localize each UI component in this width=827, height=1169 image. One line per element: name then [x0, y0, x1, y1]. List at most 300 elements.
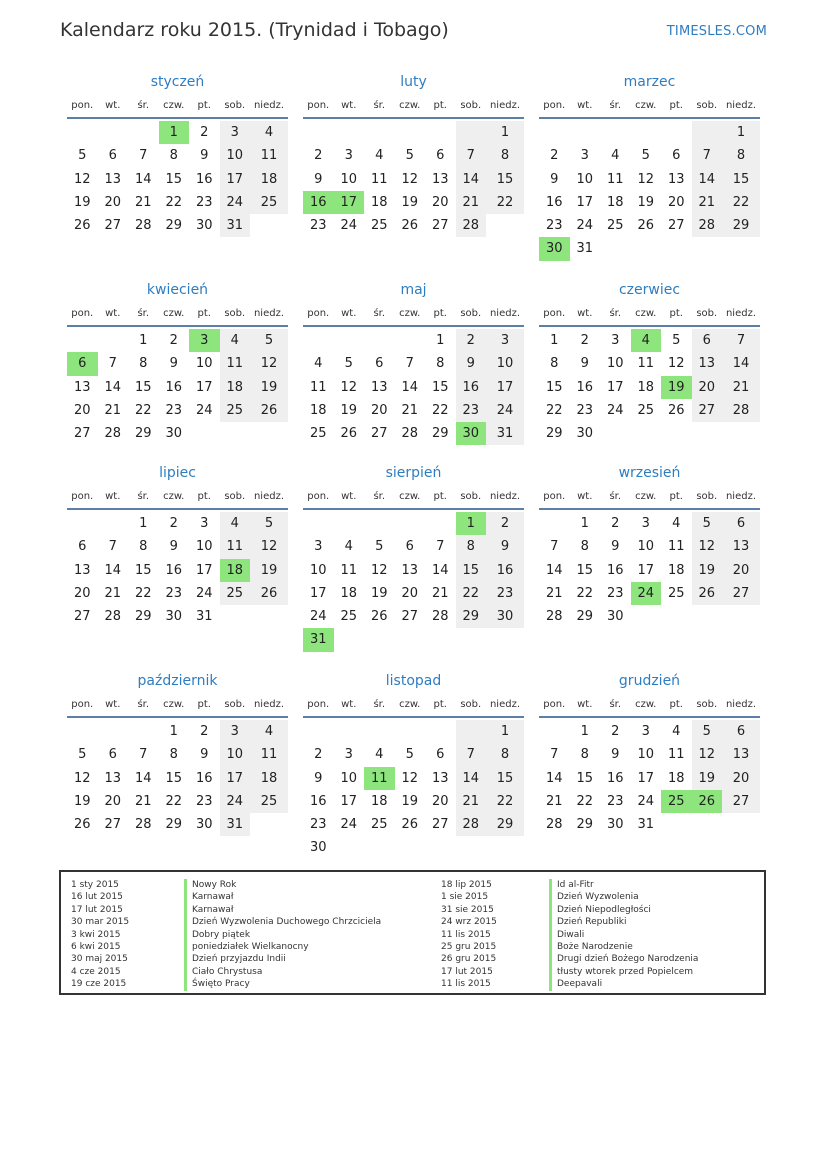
day-cell: 8 [139, 539, 148, 555]
day-cell: 19 [661, 376, 692, 399]
empty-cell [692, 813, 723, 836]
month-7 [303, 463, 524, 652]
day-cell: 25 [637, 402, 655, 418]
weekday-label: czw. [635, 699, 657, 710]
empty-cell [364, 121, 395, 144]
empty-cell [395, 628, 426, 651]
holiday-name: Drugi dzień Bożego Narodzenia [549, 953, 698, 965]
day-cell: 28 [134, 817, 152, 833]
day-cell: 18 [637, 379, 655, 395]
empty-cell [334, 329, 365, 352]
day-cell: 15 [431, 379, 449, 395]
day-cell: 26 [401, 218, 419, 234]
day-cell: 26 [73, 218, 91, 234]
empty-cell [456, 720, 487, 743]
weekday-label: wt. [341, 491, 357, 502]
holiday-name: Diwali [549, 929, 698, 941]
weekday-label: śr. [609, 308, 622, 319]
day-cell: 3 [200, 516, 209, 531]
day-cell: 4 [375, 747, 384, 763]
day-cell: 29 [576, 817, 594, 833]
day-cell: 12 [637, 171, 655, 187]
day-cell: 2 [314, 747, 323, 763]
empty-cell [303, 720, 334, 743]
weekday-label: pon. [543, 699, 566, 710]
day-cell: 22 [722, 191, 760, 214]
holiday-name: Święto Pracy [184, 978, 381, 990]
day-cell: 26 [250, 399, 288, 422]
day-cell: 17 [195, 562, 213, 578]
empty-cell [425, 836, 456, 859]
day-cell: 3 [344, 747, 353, 763]
day-cell: 30 [165, 426, 183, 442]
weekday-label: pt. [669, 100, 683, 111]
day-cell: 17 [637, 562, 655, 578]
day-cell: 5 [250, 329, 288, 352]
day-cell: 28 [456, 813, 487, 836]
day-cell: 8 [139, 356, 148, 372]
day-cell: 9 [314, 171, 323, 187]
empty-cell [303, 512, 334, 535]
weekday-label: pt. [433, 699, 447, 710]
day-cell: 19 [692, 559, 723, 582]
day-cell: 6 [722, 720, 760, 743]
day-cell: 26 [73, 817, 91, 833]
day-cell: 27 [104, 817, 122, 833]
day-cell: 22 [576, 793, 594, 809]
empty-cell [250, 214, 288, 237]
weekday-label: czw. [635, 308, 657, 319]
empty-cell [661, 422, 692, 445]
day-cell: 23 [606, 793, 624, 809]
weekday-header [67, 303, 288, 327]
empty-cell [98, 329, 129, 352]
empty-cell [425, 720, 456, 743]
weekday-label: pt. [433, 308, 447, 319]
day-cell: 28 [431, 609, 449, 625]
empty-cell [395, 121, 426, 144]
day-cell: 6 [722, 512, 760, 535]
day-cell: 1 [159, 121, 190, 144]
day-cell: 10 [606, 356, 624, 372]
weekday-label: czw. [163, 308, 185, 319]
day-cell: 7 [550, 539, 559, 555]
weekday-label: sob. [224, 100, 246, 111]
day-cell: 23 [545, 218, 563, 234]
day-cell: 15 [576, 562, 594, 578]
empty-cell [692, 237, 723, 260]
weekday-label: czw. [635, 100, 657, 111]
day-cell: 19 [250, 559, 288, 582]
day-cell: 2 [200, 724, 209, 739]
day-cell: 13 [722, 743, 760, 766]
empty-cell [456, 121, 487, 144]
day-cell: 22 [486, 191, 524, 214]
holiday-date: 30 mar 2015 [71, 917, 130, 928]
month-4 [303, 280, 524, 445]
day-cell: 3 [220, 121, 251, 144]
month-name: czerwiec [618, 282, 681, 298]
weekday-label: sob. [460, 491, 482, 502]
weekday-header [539, 303, 760, 327]
day-cell: 18 [667, 770, 685, 786]
day-cell: 28 [545, 609, 563, 625]
day-cell: 15 [456, 559, 487, 582]
empty-cell [631, 422, 662, 445]
weekday-label: pt. [197, 100, 211, 111]
holiday-date: 17 lut 2015 [441, 966, 493, 977]
day-cell: 6 [405, 539, 414, 555]
month-name: sierpień [385, 465, 442, 481]
day-cell: 27 [722, 582, 760, 605]
day-cell: 13 [370, 379, 388, 395]
day-cell: 4 [250, 121, 288, 144]
weekday-label: niedz. [489, 699, 521, 710]
day-cell: 16 [165, 379, 183, 395]
day-cell: 1 [722, 121, 760, 144]
day-cell: 2 [200, 125, 209, 140]
day-cell: 4 [250, 720, 288, 743]
day-cell: 5 [405, 148, 414, 164]
day-cell: 19 [637, 194, 655, 210]
day-cell: 7 [692, 144, 723, 167]
empty-cell [425, 628, 456, 651]
day-cell: 1 [436, 333, 445, 348]
day-grid [303, 327, 524, 445]
empty-cell [128, 121, 159, 144]
empty-cell [692, 121, 723, 144]
empty-cell [722, 422, 760, 445]
day-cell: 9 [314, 770, 323, 786]
day-cell: 9 [580, 356, 589, 372]
holiday-date: 25 gru 2015 [441, 941, 497, 952]
day-cell: 29 [134, 426, 152, 442]
holiday-name: Dzień Niepodległości [549, 904, 698, 916]
month-9 [67, 671, 288, 836]
day-cell: 23 [486, 582, 524, 605]
day-cell: 12 [340, 379, 358, 395]
day-cell: 23 [456, 399, 487, 422]
day-cell: 14 [134, 171, 152, 187]
day-cell: 16 [195, 770, 213, 786]
day-cell: 10 [486, 352, 524, 375]
day-cell: 19 [401, 194, 419, 210]
day-cell: 31 [220, 214, 251, 237]
day-cell: 11 [220, 535, 251, 558]
weekday-label: czw. [399, 491, 421, 502]
weekday-label: pt. [669, 308, 683, 319]
day-cell: 23 [576, 402, 594, 418]
day-cell: 5 [78, 148, 87, 164]
day-cell: 5 [250, 512, 288, 535]
day-cell: 24 [576, 218, 594, 234]
empty-cell [334, 512, 365, 535]
day-cell: 28 [692, 214, 723, 237]
day-cell: 21 [134, 793, 152, 809]
empty-cell [98, 720, 129, 743]
empty-cell [722, 237, 760, 260]
day-cell: 26 [667, 402, 685, 418]
empty-cell [395, 329, 426, 352]
holiday-dates-right [441, 879, 497, 991]
day-cell: 22 [431, 402, 449, 418]
day-cell: 28 [104, 426, 122, 442]
weekday-label: sob. [460, 699, 482, 710]
empty-cell [631, 237, 662, 260]
day-cell: 5 [375, 539, 384, 555]
day-cell: 1 [486, 720, 524, 743]
holiday-name: poniedziałek Wielkanocny [184, 941, 381, 953]
day-cell: 21 [104, 585, 122, 601]
day-cell: 7 [108, 356, 117, 372]
weekday-label: wt. [341, 100, 357, 111]
day-cell: 20 [370, 402, 388, 418]
holiday-name: Boże Narodzenie [549, 941, 698, 953]
day-cell: 18 [250, 168, 288, 191]
day-cell: 27 [667, 218, 685, 234]
holiday-name: Nowy Rok [184, 879, 381, 891]
empty-cell [486, 628, 524, 651]
empty-cell [303, 329, 334, 352]
day-cell: 1 [580, 724, 589, 739]
day-cell: 25 [606, 218, 624, 234]
day-cell: 2 [486, 512, 524, 535]
day-cell: 22 [134, 585, 152, 601]
site-link[interactable]: TIMESLES.COM [666, 24, 767, 39]
weekday-label: czw. [635, 491, 657, 502]
weekday-header [303, 95, 524, 119]
day-cell: 25 [370, 817, 388, 833]
empty-cell [250, 605, 288, 628]
day-cell: 7 [456, 743, 487, 766]
empty-cell [395, 720, 426, 743]
holiday-name: Id al-Fitr [549, 879, 698, 891]
empty-cell [661, 121, 692, 144]
day-cell: 14 [456, 168, 487, 191]
day-cell: 5 [405, 747, 414, 763]
day-cell: 10 [340, 171, 358, 187]
day-cell: 13 [104, 770, 122, 786]
day-cell: 6 [436, 148, 445, 164]
weekday-label: sob. [696, 491, 718, 502]
weekday-label: niedz. [725, 699, 757, 710]
weekday-label: czw. [163, 491, 185, 502]
day-grid [539, 327, 760, 445]
day-cell: 12 [692, 535, 723, 558]
day-grid [539, 119, 760, 261]
page-title: Kalendarz roku 2015. (Trynidad i Tobago) [60, 19, 449, 41]
month-10 [303, 671, 524, 860]
day-cell: 19 [692, 767, 723, 790]
day-cell: 30 [195, 817, 213, 833]
weekday-label: czw. [399, 308, 421, 319]
day-cell: 6 [436, 747, 445, 763]
holiday-date: 11 lis 2015 [441, 979, 491, 990]
day-cell: 25 [250, 790, 288, 813]
day-cell: 20 [431, 194, 449, 210]
day-cell: 24 [486, 399, 524, 422]
month-0 [67, 72, 288, 237]
weekday-label: pon. [543, 491, 566, 502]
day-cell: 20 [692, 376, 723, 399]
day-cell: 9 [611, 539, 620, 555]
day-cell: 12 [692, 743, 723, 766]
day-cell: 24 [220, 191, 251, 214]
holiday-names-left [184, 879, 381, 991]
day-cell: 9 [550, 171, 559, 187]
day-cell: 7 [436, 539, 445, 555]
day-cell: 10 [195, 539, 213, 555]
weekday-label: niedz. [253, 100, 285, 111]
empty-cell [250, 422, 288, 445]
empty-cell [128, 720, 159, 743]
day-cell: 25 [370, 218, 388, 234]
weekday-label: wt. [105, 699, 121, 710]
holiday-date: 1 sie 2015 [441, 892, 489, 903]
month-name: grudzień [618, 673, 681, 689]
day-cell: 22 [456, 582, 487, 605]
day-cell: 19 [250, 376, 288, 399]
day-cell: 23 [195, 793, 213, 809]
day-cell: 13 [73, 562, 91, 578]
weekday-label: śr. [137, 308, 150, 319]
day-cell: 2 [550, 148, 559, 164]
empty-cell [364, 329, 395, 352]
day-cell: 8 [722, 144, 760, 167]
day-cell: 17 [195, 379, 213, 395]
day-cell: 16 [486, 559, 524, 582]
day-cell: 14 [692, 168, 723, 191]
weekday-label: pt. [669, 491, 683, 502]
day-cell: 14 [456, 767, 487, 790]
day-cell: 4 [631, 329, 662, 352]
day-cell: 30 [606, 817, 624, 833]
month-1 [303, 72, 524, 237]
day-cell: 20 [431, 793, 449, 809]
empty-cell [98, 121, 129, 144]
day-cell: 7 [405, 356, 414, 372]
weekday-label: czw. [399, 100, 421, 111]
day-cell: 15 [486, 168, 524, 191]
day-cell: 11 [340, 562, 358, 578]
day-cell: 13 [431, 171, 449, 187]
day-cell: 25 [220, 582, 251, 605]
empty-cell [600, 121, 631, 144]
holiday-name: Dzień Wyzwolenia [549, 891, 698, 903]
day-cell: 4 [672, 516, 681, 531]
day-cell: 7 [456, 144, 487, 167]
weekday-header [303, 486, 524, 510]
day-cell: 17 [606, 379, 624, 395]
day-grid [67, 119, 288, 237]
month-name: listopad [385, 673, 442, 689]
day-cell: 18 [250, 767, 288, 790]
month-3 [67, 280, 288, 445]
day-cell: 20 [104, 793, 122, 809]
day-cell: 14 [545, 562, 563, 578]
empty-cell [425, 121, 456, 144]
day-cell: 29 [134, 609, 152, 625]
weekday-label: śr. [373, 100, 386, 111]
weekday-label: pon. [307, 308, 330, 319]
day-cell: 18 [309, 402, 327, 418]
day-cell: 10 [195, 356, 213, 372]
holiday-date: 30 maj 2015 [71, 954, 128, 965]
day-cell: 2 [314, 148, 323, 164]
day-cell: 13 [667, 171, 685, 187]
weekday-label: śr. [137, 100, 150, 111]
day-cell: 1 [456, 512, 487, 535]
holiday-date: 31 sie 2015 [441, 904, 494, 915]
day-cell: 11 [250, 743, 288, 766]
holiday-date: 19 cze 2015 [71, 979, 127, 990]
weekday-label: wt. [577, 308, 593, 319]
weekday-label: sob. [224, 491, 246, 502]
month-name: październik [137, 673, 218, 689]
empty-cell [67, 512, 98, 535]
day-cell: 15 [722, 168, 760, 191]
month-name: kwiecień [146, 282, 209, 298]
day-cell: 30 [309, 840, 327, 856]
day-cell: 17 [309, 585, 327, 601]
empty-cell [189, 422, 220, 445]
day-cell: 14 [134, 770, 152, 786]
weekday-label: pt. [197, 699, 211, 710]
day-cell: 16 [165, 562, 183, 578]
holiday-date: 24 wrz 2015 [441, 917, 497, 928]
day-cell: 1 [139, 333, 148, 348]
day-cell: 20 [401, 585, 419, 601]
day-cell: 14 [104, 379, 122, 395]
month-name: marzec [623, 74, 676, 90]
day-cell: 29 [431, 426, 449, 442]
day-cell: 7 [139, 148, 148, 164]
day-cell: 5 [641, 148, 650, 164]
day-cell: 30 [165, 609, 183, 625]
day-cell: 17 [486, 376, 524, 399]
weekday-label: pon. [71, 699, 94, 710]
day-cell: 26 [370, 609, 388, 625]
empty-cell [334, 121, 365, 144]
empty-cell [364, 720, 395, 743]
day-cell: 8 [436, 356, 445, 372]
day-cell: 15 [165, 770, 183, 786]
weekday-label: niedz. [725, 100, 757, 111]
day-cell: 18 [220, 376, 251, 399]
holiday-date: 26 gru 2015 [441, 954, 497, 965]
day-cell: 21 [134, 194, 152, 210]
day-cell: 27 [431, 817, 449, 833]
day-cell: 18 [370, 194, 388, 210]
weekday-label: pon. [307, 100, 330, 111]
empty-cell [456, 836, 487, 859]
day-cell: 2 [611, 516, 620, 531]
empty-cell [661, 605, 692, 628]
day-cell: 21 [692, 191, 723, 214]
day-cell: 23 [309, 218, 327, 234]
weekday-label: śr. [609, 699, 622, 710]
day-cell: 19 [340, 402, 358, 418]
day-cell: 8 [169, 747, 178, 763]
day-cell: 2 [456, 329, 487, 352]
day-cell: 4 [672, 724, 681, 739]
holiday-list [59, 870, 766, 995]
day-cell: 17 [340, 793, 358, 809]
day-cell: 16 [195, 171, 213, 187]
day-cell: 20 [722, 767, 760, 790]
day-cell: 22 [545, 402, 563, 418]
weekday-label: wt. [341, 308, 357, 319]
